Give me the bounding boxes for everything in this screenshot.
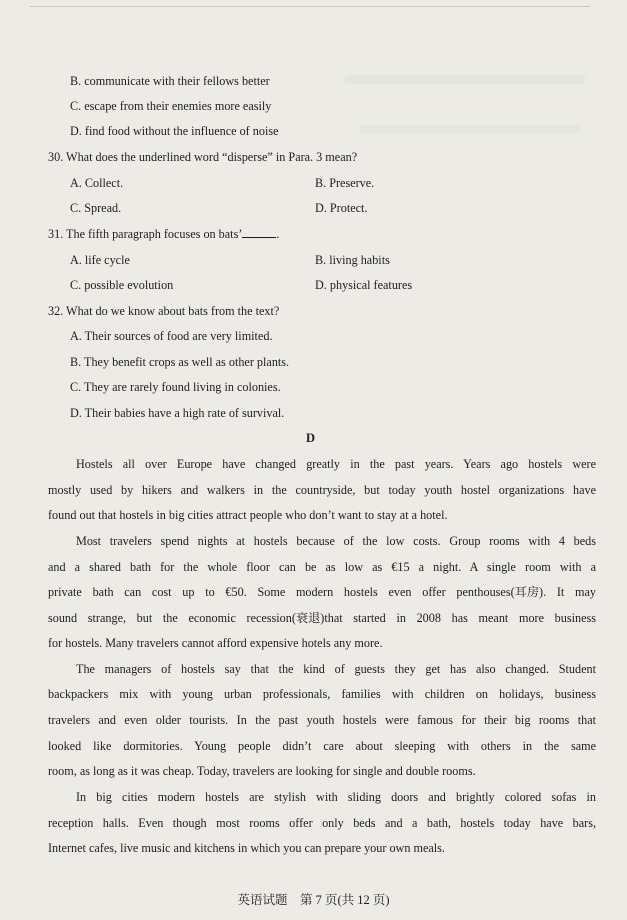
top-rule (30, 6, 590, 7)
passage-line: Internet cafes, live music and kitchens in which you can prepare your own meals. (48, 841, 445, 855)
q31-stem-text: 31. The fifth paragraph focuses on bats’ (48, 227, 243, 241)
show-through-shadow (360, 125, 580, 134)
q32-option-a: A. Their sources of food are very limited. (70, 329, 273, 343)
q32-option-b: B. They benefit crops as well as other plants. (70, 355, 290, 369)
q31-stem (48, 227, 279, 241)
passage-line: sound strange, but the economic recession(衰退)that started in 2008 has meant more business (48, 611, 596, 625)
q30-option-b: B. Preserve. (315, 176, 375, 190)
q31-option-d: D. physical features (315, 278, 413, 292)
q30-option-d: D. Protect. (315, 201, 368, 215)
q31-option-a: A. life cycle (70, 253, 130, 267)
show-through-shadow (345, 75, 585, 84)
passage-line: backpackers mix with young urban professionals, families with children on holidays, business (48, 687, 596, 701)
q31-stem-end: . (276, 227, 280, 241)
passage-line: travelers and even older tourists. In the past youth hostels were famous for their big rooms that (48, 713, 596, 727)
section-label: D (306, 431, 316, 445)
q31-option-c: C. possible evolution (70, 278, 174, 292)
q31-option-b: B. living habits (315, 253, 390, 267)
passage-line: The managers of hostels say that the kind of guests they get has also changed. Student (76, 662, 596, 676)
q30-option-a: A. Collect. (70, 176, 124, 190)
passage-line: mostly used by hikers and walkers in the countryside, but today youth hostel organizations have (48, 483, 596, 497)
page-footer: 英语试题 第 7 页(共 12 页) (237, 893, 390, 907)
q29-option-c: C. escape from their enemies more easily (70, 99, 272, 113)
passage-line: for hostels. Many travelers cannot afford expensive hotels any more. (48, 636, 383, 650)
passage-line: room, as long as it was cheap. Today, travelers are looking for single and double rooms. (48, 764, 476, 778)
passage-line: found out that hostels in big cities attract people who don’t want to stay at a hotel. (48, 508, 448, 522)
passage-line: and a shared bath for the whole floor can be as low as €15 a night. A single room with a (48, 560, 596, 574)
passage-line: reception halls. Even though most rooms offer only beds and a bath, hostels today have bars, (48, 816, 596, 830)
q29-option-b: B. communicate with their fellows better (70, 74, 270, 88)
q29-option-d: D. find food without the influence of noise (70, 124, 279, 138)
passage-line: private bath can cost up to €50. Some modern hostels even offer penthouses(耳房). It may (48, 585, 596, 599)
passage-line: looked like dormitories. Young people didn’t care about sleeping with others in the same (48, 739, 596, 753)
passage-line: In big cities modern hostels are stylish with sliding doors and brightly colored sofas in (76, 790, 596, 804)
q30-stem: 30. What does the underlined word “disperse” in Para. 3 mean? (48, 150, 358, 164)
q32-option-d: D. Their babies have a high rate of survival. (70, 406, 285, 420)
answer-blank (242, 227, 276, 238)
passage-line: Hostels all over Europe have changed greatly in the past years. Years ago hostels were (76, 457, 596, 471)
q30-option-c: C. Spread. (70, 201, 122, 215)
passage-line: Most travelers spend nights at hostels because of the low costs. Group rooms with 4 beds (76, 534, 596, 548)
q32-option-c: C. They are rarely found living in colonies. (70, 380, 281, 394)
q32-stem: 32. What do we know about bats from the text? (48, 304, 280, 318)
